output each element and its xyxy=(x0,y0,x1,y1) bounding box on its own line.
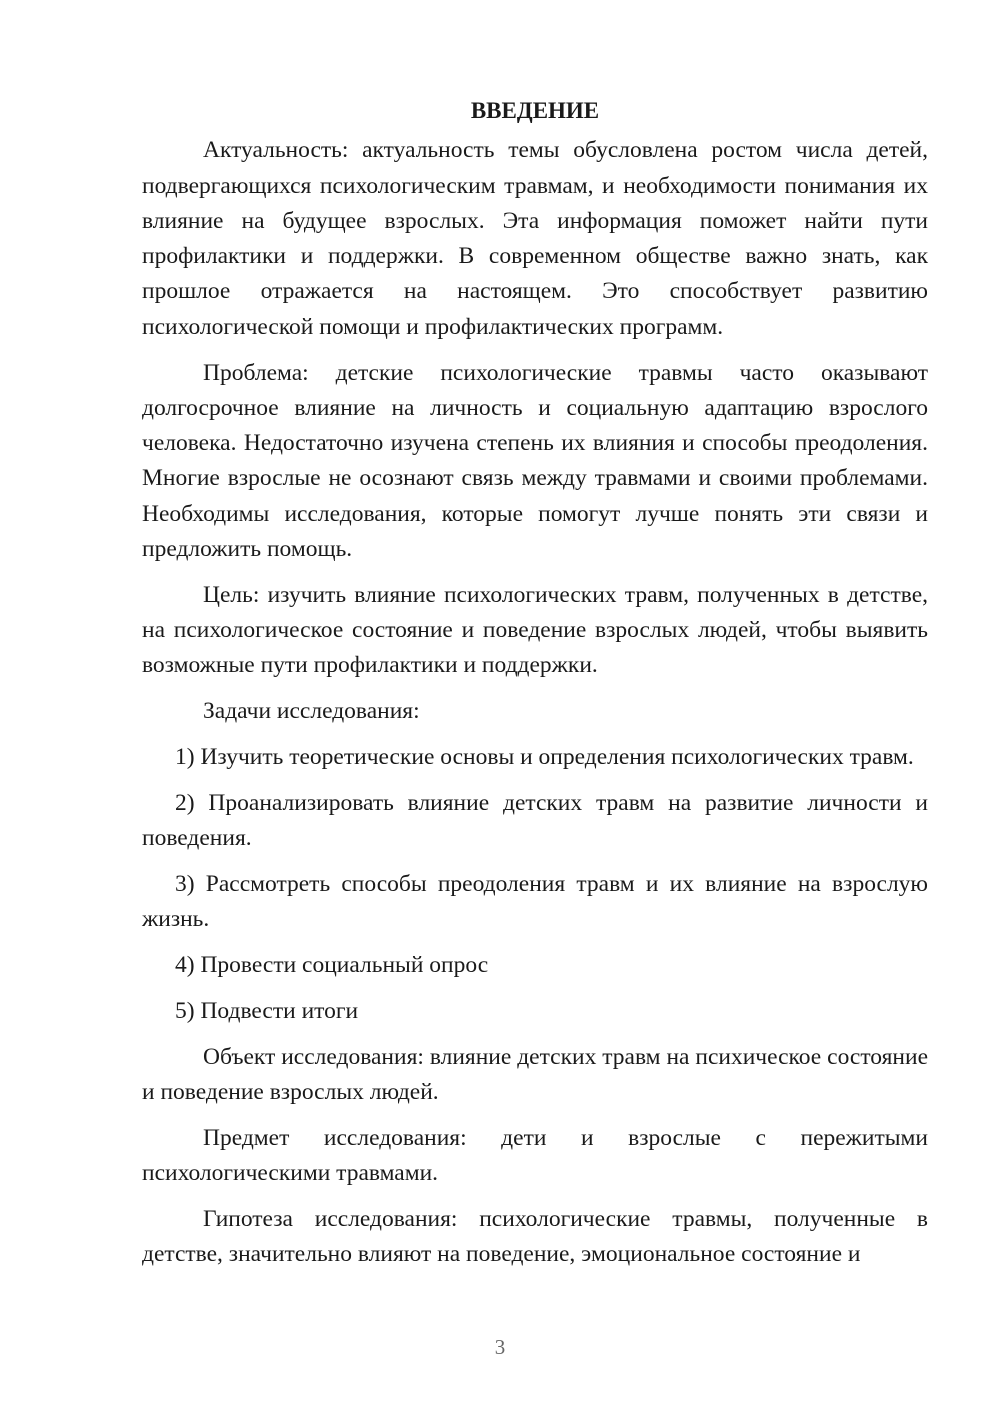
page-content xyxy=(142,93,928,1272)
task-item-2: 2) Проанализировать влияние детских травм на развитие личности и поведения. xyxy=(142,789,928,852)
paragraph-hypothesis: Гипотеза исследования: психологические травмы, полученные в детстве, значительно влияют на поведение, эмоциональное состояние и xyxy=(142,1205,928,1268)
task-item-5: 5) Подвести итоги xyxy=(175,997,359,1024)
task-item-4: 4) Провести социальный опрос xyxy=(175,952,489,979)
paragraph-goal: Цель: изучить влияние психологических травм, полученных в детстве, на психологическое состояние и поведение взрослых людей, чтобы выявить возможные пути профилактики и поддержки. xyxy=(142,581,928,679)
task-item-3: 3) Рассмотреть способы преодоления травм и их влияние на взрослую жизнь. xyxy=(142,870,928,933)
paragraph-object: Объект исследования: влияние детских травм на психическое состояние и поведение взрослых людей. xyxy=(142,1043,928,1105)
paragraph-subject: Предмет исследования: дети и взрослые с пережитыми психологическими травмами. xyxy=(142,1124,928,1187)
task-item-1: 1) Изучить теоретические основы и определения психологических травм. xyxy=(175,744,914,771)
paragraph-relevance: Актуальность: актуальность темы обусловлена ростом числа детей, подвергающихся психологическим травмам, и необходимости понимания их влияние на будущее взрослых. Эта информация поможет найти пути профилактики и поддержки. В современном обществе важно знать, как прошлое отражается на настоящем. Это способствует развитию психологической помощи и профилактических программ. xyxy=(142,137,928,340)
paragraph-tasks-heading: Задачи исследования: xyxy=(203,698,420,725)
section-heading: ВВЕДЕНИЕ xyxy=(470,98,600,123)
page-number: 3 xyxy=(494,1335,506,1359)
paragraph-problem: Проблема: детские психологические травмы часто оказывают долгосрочное влияние на личность и социальную адаптацию взрослого человека. Недостаточно изучена степень их влияния и способы преодоления. Многие взрослые не осознают связь между травмами и своими проблемами. Необходимы исследования, которые помогут лучше понять эти связи и предложить помощь. xyxy=(142,359,928,563)
